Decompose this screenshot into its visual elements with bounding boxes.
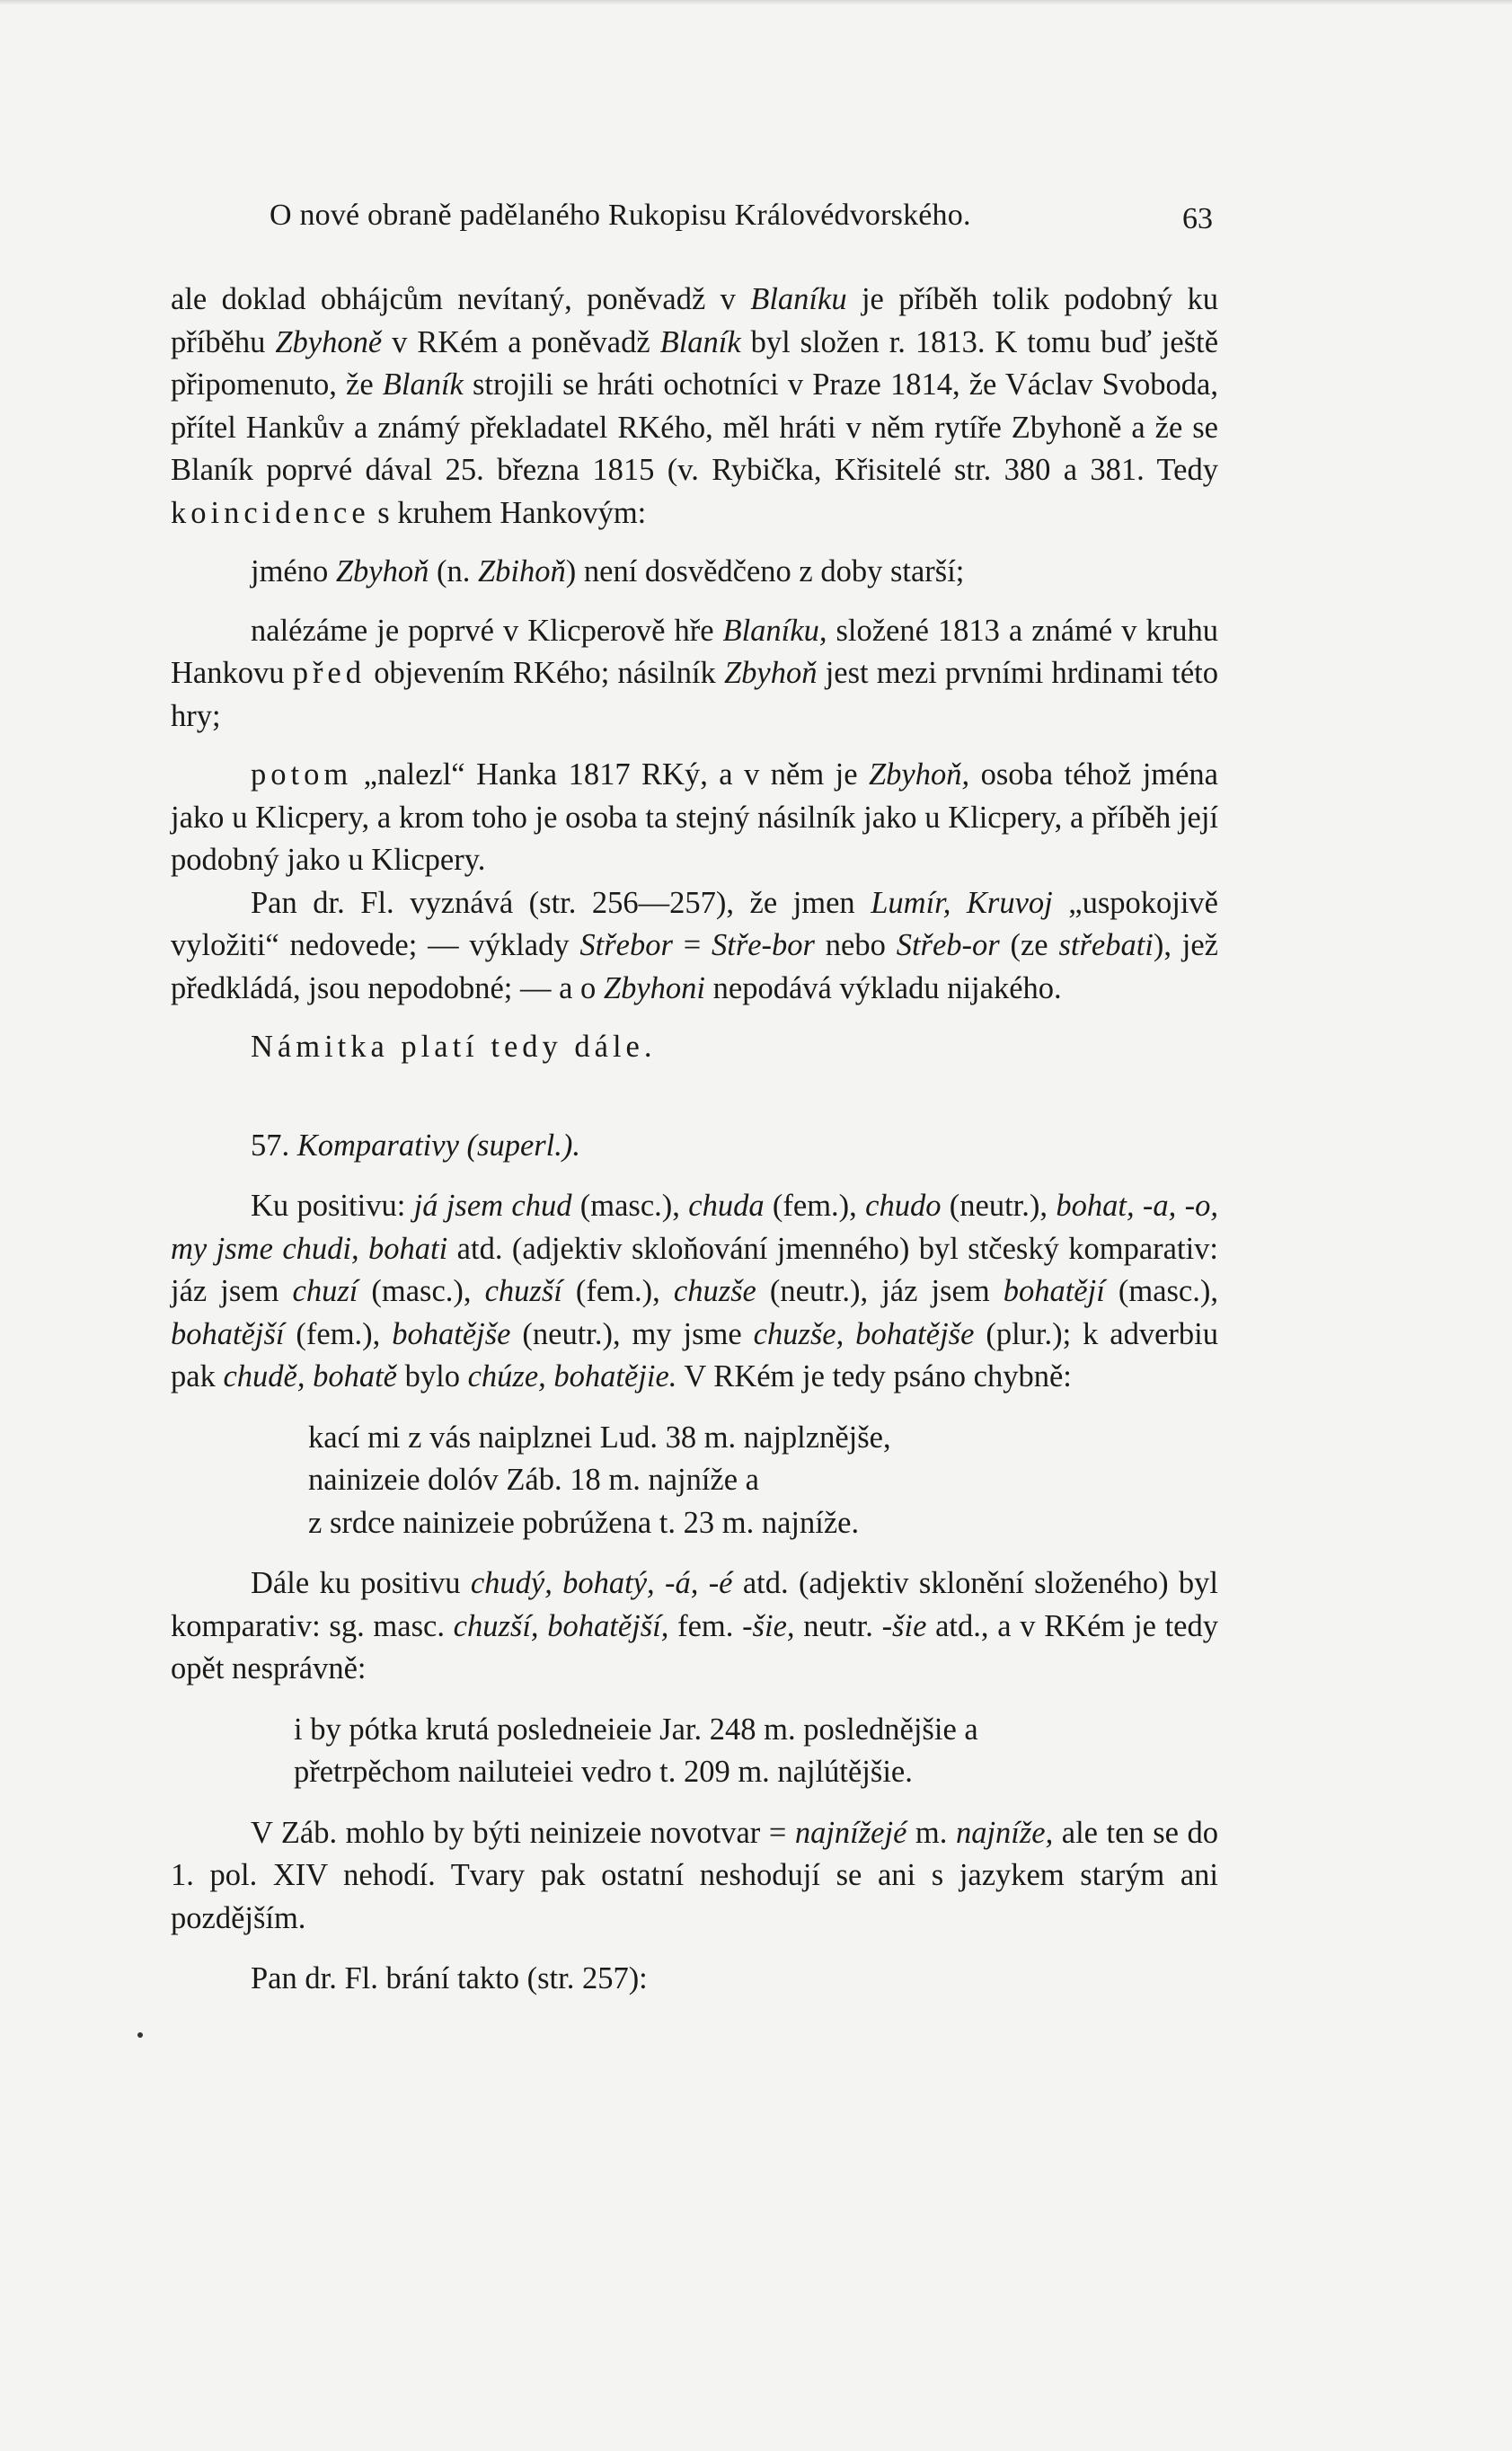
italic-text: chuda bbox=[688, 1189, 765, 1223]
text: atd., a v RKém je tedy opět nesprávně: bbox=[171, 1608, 1218, 1686]
italic-text: -šie, bbox=[742, 1608, 795, 1643]
text: (neutr.), my jsme bbox=[510, 1316, 754, 1351]
text: s kruhem Hankovým: bbox=[369, 495, 647, 530]
italic-text: chudo bbox=[865, 1189, 942, 1223]
section-number: 57. bbox=[251, 1128, 297, 1163]
spaced-text: před bbox=[292, 656, 366, 690]
italic-text: Zbyhoň bbox=[724, 656, 818, 690]
text: (fem.), bbox=[764, 1189, 866, 1223]
text: (masc.), bbox=[358, 1274, 485, 1308]
quote-line: i by pótka krutá posledneieie Jar. 248 m. poslednějšie a bbox=[294, 1712, 978, 1747]
section-heading bbox=[171, 1125, 1218, 1168]
italic-text: chuzší, bohatější, bbox=[453, 1608, 669, 1643]
text: byl složen r. 1813. K tomu buď ještě připomenuto, že bbox=[171, 324, 1219, 402]
text: atd. (adjektiv sklonění složeného) byl komparativ: sg. masc. bbox=[171, 1566, 1218, 1643]
italic-text: najnížejé bbox=[794, 1815, 907, 1850]
paragraph-6: Námitka platí tedy dále. bbox=[251, 1030, 657, 1064]
italic-text: bohatějí bbox=[1003, 1274, 1105, 1308]
spaced-text: koincidence bbox=[171, 495, 370, 530]
header-title: O nové obraně padělaného Rukopisu Královédvorského. bbox=[270, 199, 971, 232]
italic-text: Stře-bor bbox=[711, 928, 815, 962]
text: fem. bbox=[668, 1608, 743, 1643]
text: ) není dosvědčeno z doby starší; bbox=[565, 554, 965, 588]
italic-text: chúze, bohatějie. bbox=[467, 1359, 677, 1394]
italic-text: chuzše, bohatějše bbox=[753, 1316, 975, 1351]
paragraph-8 bbox=[171, 1562, 1218, 1691]
text: nepodává výkladu nijakého. bbox=[705, 970, 1062, 1005]
scan-edge bbox=[0, 0, 1512, 5]
text: je příběh tolik podobný ku příběhu bbox=[171, 282, 1218, 359]
italic-text: Zbyhoni bbox=[603, 970, 706, 1005]
text: atd. (adjektiv skloňování jmenného) byl stčeský komparativ: jáz jsem bbox=[171, 1231, 1218, 1308]
quote-line: nainizeie dolóv Záb. 18 m. najníže a bbox=[308, 1463, 759, 1497]
italic-text: Střeb-or bbox=[896, 928, 1000, 962]
italic-text: já jsem chud bbox=[413, 1189, 572, 1223]
text: V Záb. mohlo by býti neinizeie novotvar = bbox=[251, 1815, 795, 1850]
quote-line: přetrpěchom nailuteiei vedro t. 209 m. najlútějšie. bbox=[294, 1755, 913, 1789]
text: v RKém a poněvadž bbox=[382, 324, 660, 359]
text: bylo bbox=[396, 1359, 468, 1394]
text: (neutr.), jáz jsem bbox=[756, 1274, 1004, 1308]
text: „uspokojivě vyložiti“ nedovede; — výklady bbox=[171, 885, 1219, 962]
margin-dot bbox=[137, 2032, 143, 2038]
section-subtitle: (superl.). bbox=[458, 1128, 581, 1163]
text: (masc.), bbox=[571, 1189, 689, 1223]
italic-text: Blaníku, bbox=[722, 613, 827, 648]
italic-text: -šie bbox=[881, 1608, 927, 1643]
italic-text: chuzše bbox=[673, 1274, 756, 1308]
italic-text: Zbyhoň bbox=[335, 554, 429, 588]
text: (ze bbox=[999, 928, 1059, 962]
text: = bbox=[672, 928, 712, 962]
text: osoba téhož jména jako u Klicpery, a krom toho je osoba ta stejný násilník jako u Klicpery, a příběh její podobný jako u Klicpery. bbox=[171, 757, 1218, 877]
text: Dále ku positivu bbox=[251, 1566, 471, 1600]
italic-text: chudý, bohatý, -á, -é bbox=[470, 1566, 733, 1600]
text: (neutr.), bbox=[941, 1189, 1057, 1223]
text: ale doklad obhájcům nevítaný, poněvadž v bbox=[171, 282, 751, 316]
text: objevením RKého; násilník bbox=[366, 656, 724, 690]
text: (n. bbox=[429, 554, 478, 588]
quotation-2 bbox=[171, 1709, 1218, 1794]
text: ), jež předkládá, jsou nepodobné; — a o bbox=[171, 928, 1218, 1005]
section-title: Komparativy bbox=[296, 1128, 459, 1163]
text: (fem.), bbox=[561, 1274, 674, 1308]
paragraph-10: Pan dr. Fl. brání takto (str. 257): bbox=[251, 1961, 648, 1995]
italic-text: Blaník bbox=[659, 324, 741, 359]
text: Pan dr. Fl. vyznává (str. 256—257), že jmen bbox=[251, 885, 871, 920]
italic-text: bohat, -a, -o, my jsme chudi, bohati bbox=[171, 1189, 1218, 1266]
italic-text: chuzí bbox=[292, 1274, 358, 1308]
page-number: 63 bbox=[1182, 202, 1213, 235]
text: (plur.); k adverbiu pak bbox=[171, 1316, 1218, 1394]
italic-text: bohatějše bbox=[392, 1316, 511, 1351]
text: ale ten se do 1. pol. XIV nehodí. Tvary pak ostatní neshodují se ani s jazykem starým ani pozdějším. bbox=[171, 1815, 1218, 1935]
italic-text: Zbihoň bbox=[477, 554, 566, 588]
text: (masc.), bbox=[1104, 1274, 1218, 1308]
italic-text: Blaník bbox=[382, 367, 464, 402]
italic-text: Zbyhoně bbox=[275, 324, 383, 359]
paragraph-5 bbox=[171, 882, 1218, 1011]
text: strojili se hráti ochotníci v Praze 1814, že Václav Svoboda, přítel Hankův a známý překladatel RKého, měl hráti v něm rytíře Zbyhoně a že se Blaník poprvé dával 25. března 1815 (v. Rybička, Křisitelé str. 380 a 381. Tedy bbox=[171, 367, 1218, 487]
italic-text: bohatější bbox=[171, 1316, 285, 1351]
italic-text: chuzší bbox=[484, 1274, 562, 1308]
paragraph-1 bbox=[171, 279, 1218, 535]
quotation-1 bbox=[171, 1417, 1218, 1545]
text: nalézáme je poprvé v Klicperově hře bbox=[251, 613, 723, 648]
italic-text: Zbyhoň, bbox=[869, 757, 970, 792]
spaced-text: potom bbox=[251, 757, 353, 792]
paragraph-9 bbox=[171, 1812, 1218, 1941]
italic-text: Střebor bbox=[579, 928, 673, 962]
text: (fem.), bbox=[284, 1316, 393, 1351]
italic-text: střebati bbox=[1058, 928, 1154, 962]
text: m. bbox=[906, 1815, 956, 1850]
italic-text: Blaníku bbox=[750, 282, 847, 316]
quote-line: kací mi z vás naiplznei Lud. 38 m. najplznějše, bbox=[308, 1420, 891, 1455]
text: neutr. bbox=[794, 1608, 882, 1643]
text: nebo bbox=[814, 928, 897, 962]
text: V RKém je tedy psáno chybně: bbox=[676, 1359, 1072, 1394]
text: Ku positivu: bbox=[251, 1189, 414, 1223]
text: složené 1813 a známé v kruhu Hankovu bbox=[171, 613, 1218, 690]
text: „nalezl“ Hanka 1817 RKý, a v něm je bbox=[352, 757, 869, 792]
paragraph-7 bbox=[171, 1185, 1218, 1399]
italic-text: chudě, bohatě bbox=[223, 1359, 397, 1394]
text: jest mezi prvními hrdinami této hry; bbox=[171, 656, 1218, 733]
paragraph-2 bbox=[171, 551, 1218, 594]
text: jméno bbox=[251, 554, 336, 588]
body-text bbox=[171, 279, 1218, 2001]
italic-text: Lumír, Kruvoj bbox=[871, 885, 1053, 920]
paragraph-3 bbox=[171, 610, 1218, 739]
paragraph-4 bbox=[171, 754, 1218, 882]
quote-line: z srdce nainizeie pobrúžena t. 23 m. najníže. bbox=[308, 1505, 860, 1540]
italic-text: najníže, bbox=[955, 1815, 1054, 1850]
